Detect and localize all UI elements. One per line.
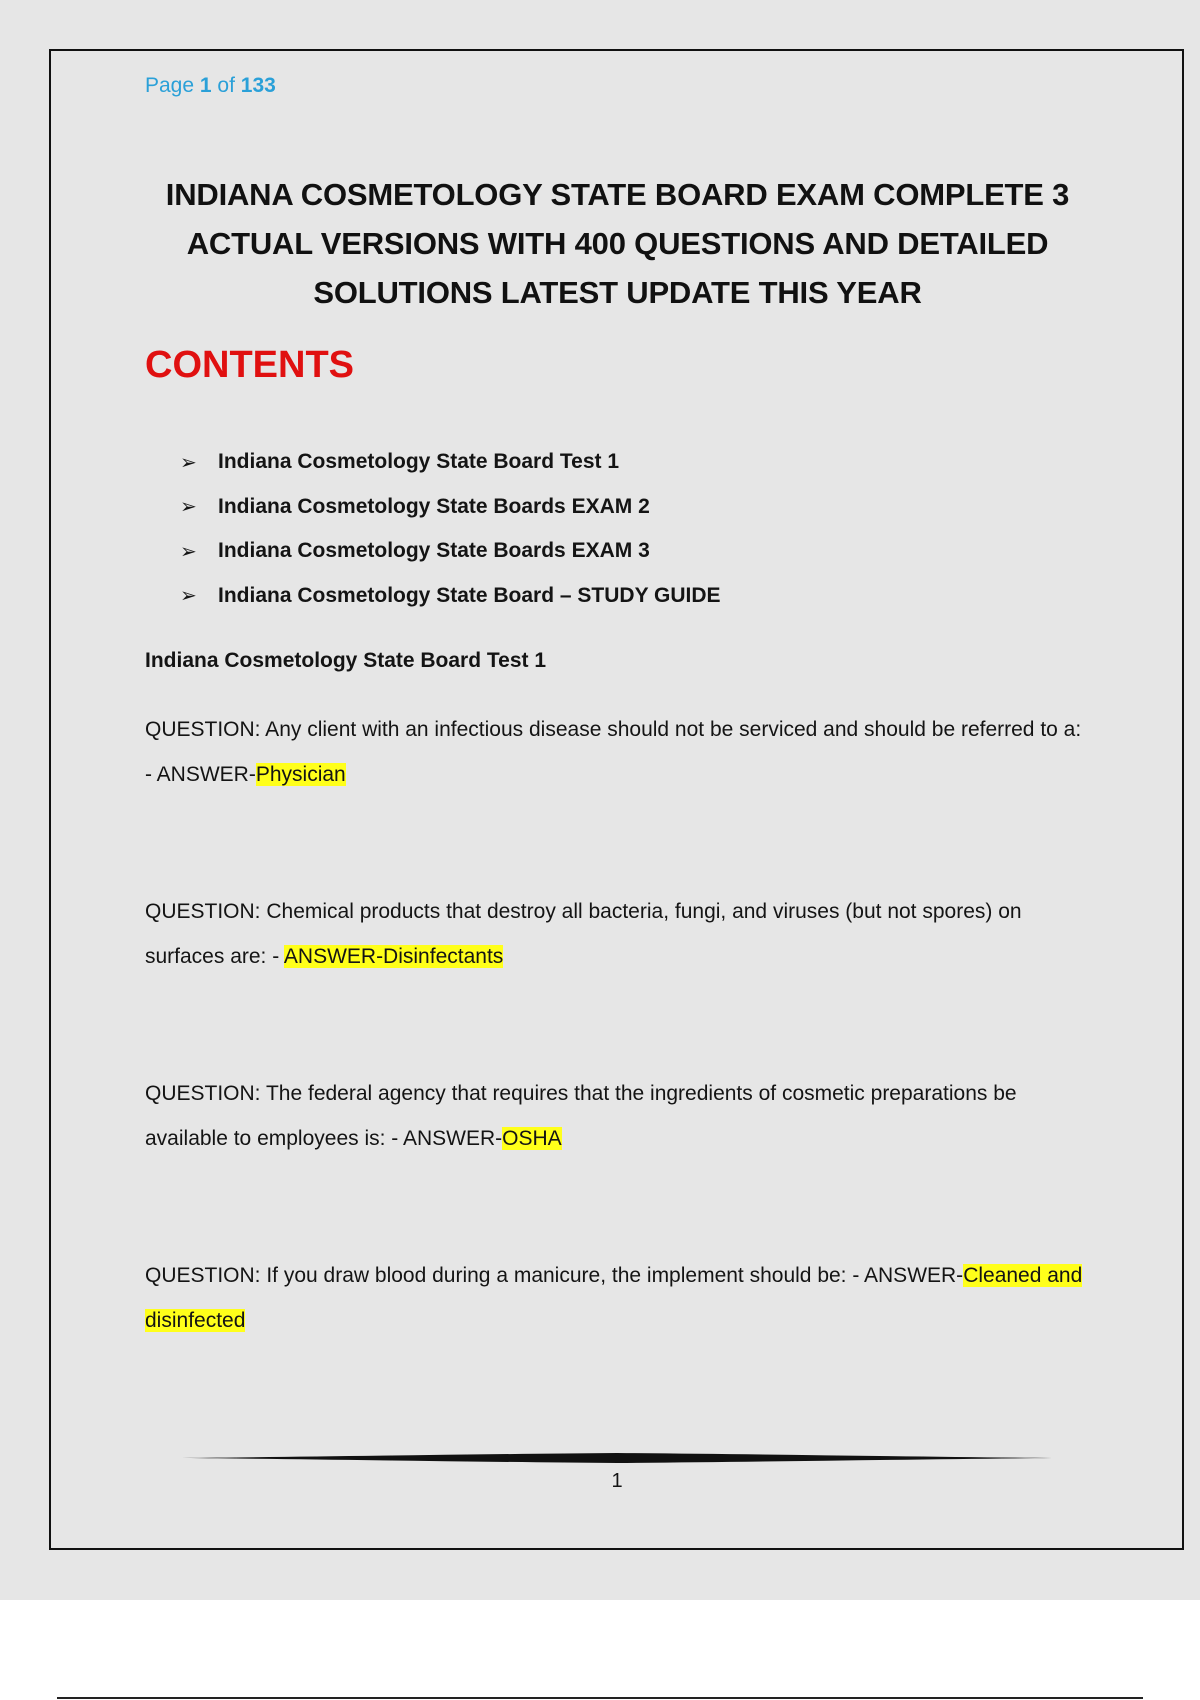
toc-item-label: Indiana Cosmetology State Board – STUDY GUIDE bbox=[218, 583, 721, 607]
arrow-bullet-icon: ➢ bbox=[180, 496, 197, 519]
question-text: QUESTION: If you draw blood during a manicure, the implement should be: - ANSWER- bbox=[145, 1264, 964, 1287]
answer-highlight: ANSWER-Disinfectants bbox=[283, 944, 504, 968]
contents-heading: CONTENTS bbox=[145, 344, 354, 386]
page-total: 133 bbox=[240, 74, 276, 97]
page-current: 1 bbox=[199, 74, 212, 97]
next-page-divider bbox=[57, 1697, 1143, 1699]
page-counter bbox=[145, 74, 276, 98]
table-of-contents bbox=[180, 440, 721, 618]
title-line-1: INDIANA COSMETOLOGY STATE BOARD EXAM COMPLETE 3 bbox=[165, 177, 1070, 212]
toc-item-label: Indiana Cosmetology State Boards EXAM 2 bbox=[218, 494, 650, 518]
question-block bbox=[145, 708, 1085, 797]
answer-highlight: Cleaned and disinfected bbox=[145, 1264, 1083, 1332]
arrow-bullet-icon: ➢ bbox=[180, 540, 197, 563]
toc-item bbox=[180, 485, 721, 530]
section-heading: Indiana Cosmetology State Board Test 1 bbox=[145, 649, 547, 672]
document-title bbox=[150, 170, 1085, 317]
page-of: of bbox=[217, 74, 235, 97]
question-block bbox=[145, 890, 1085, 979]
toc-item-label: Indiana Cosmetology State Board Test 1 bbox=[218, 450, 620, 474]
question-text: QUESTION: Any client with an infectious disease should not be serviced and should be referred to a: - ANSWER- bbox=[145, 718, 1082, 786]
footer-divider bbox=[182, 1452, 1052, 1464]
answer-highlight: OSHA bbox=[502, 1126, 562, 1150]
answer-highlight: Physician bbox=[255, 762, 346, 786]
question-block bbox=[145, 1254, 1085, 1343]
question-text: QUESTION: The federal agency that requires that the ingredients of cosmetic preparations be available to employees is: - ANSWER- bbox=[145, 1082, 1017, 1150]
toc-item bbox=[180, 440, 721, 485]
title-line-3: SOLUTIONS LATEST UPDATE THIS YEAR bbox=[313, 275, 922, 310]
question-text: QUESTION: Chemical products that destroy all bacteria, fungi, and viruses (but not spores) on surfaces are: - bbox=[145, 900, 1022, 968]
question-block bbox=[145, 1072, 1085, 1161]
arrow-bullet-icon: ➢ bbox=[180, 585, 197, 608]
arrow-bullet-icon: ➢ bbox=[180, 451, 197, 474]
toc-item bbox=[180, 574, 721, 619]
title-line-2: ACTUAL VERSIONS WITH 400 QUESTIONS AND DETAILED bbox=[186, 226, 1049, 261]
toc-item bbox=[180, 529, 721, 574]
toc-item-label: Indiana Cosmetology State Boards EXAM 3 bbox=[218, 539, 650, 563]
footer-page-number: 1 bbox=[611, 1470, 623, 1492]
page-prefix: Page bbox=[145, 74, 195, 97]
